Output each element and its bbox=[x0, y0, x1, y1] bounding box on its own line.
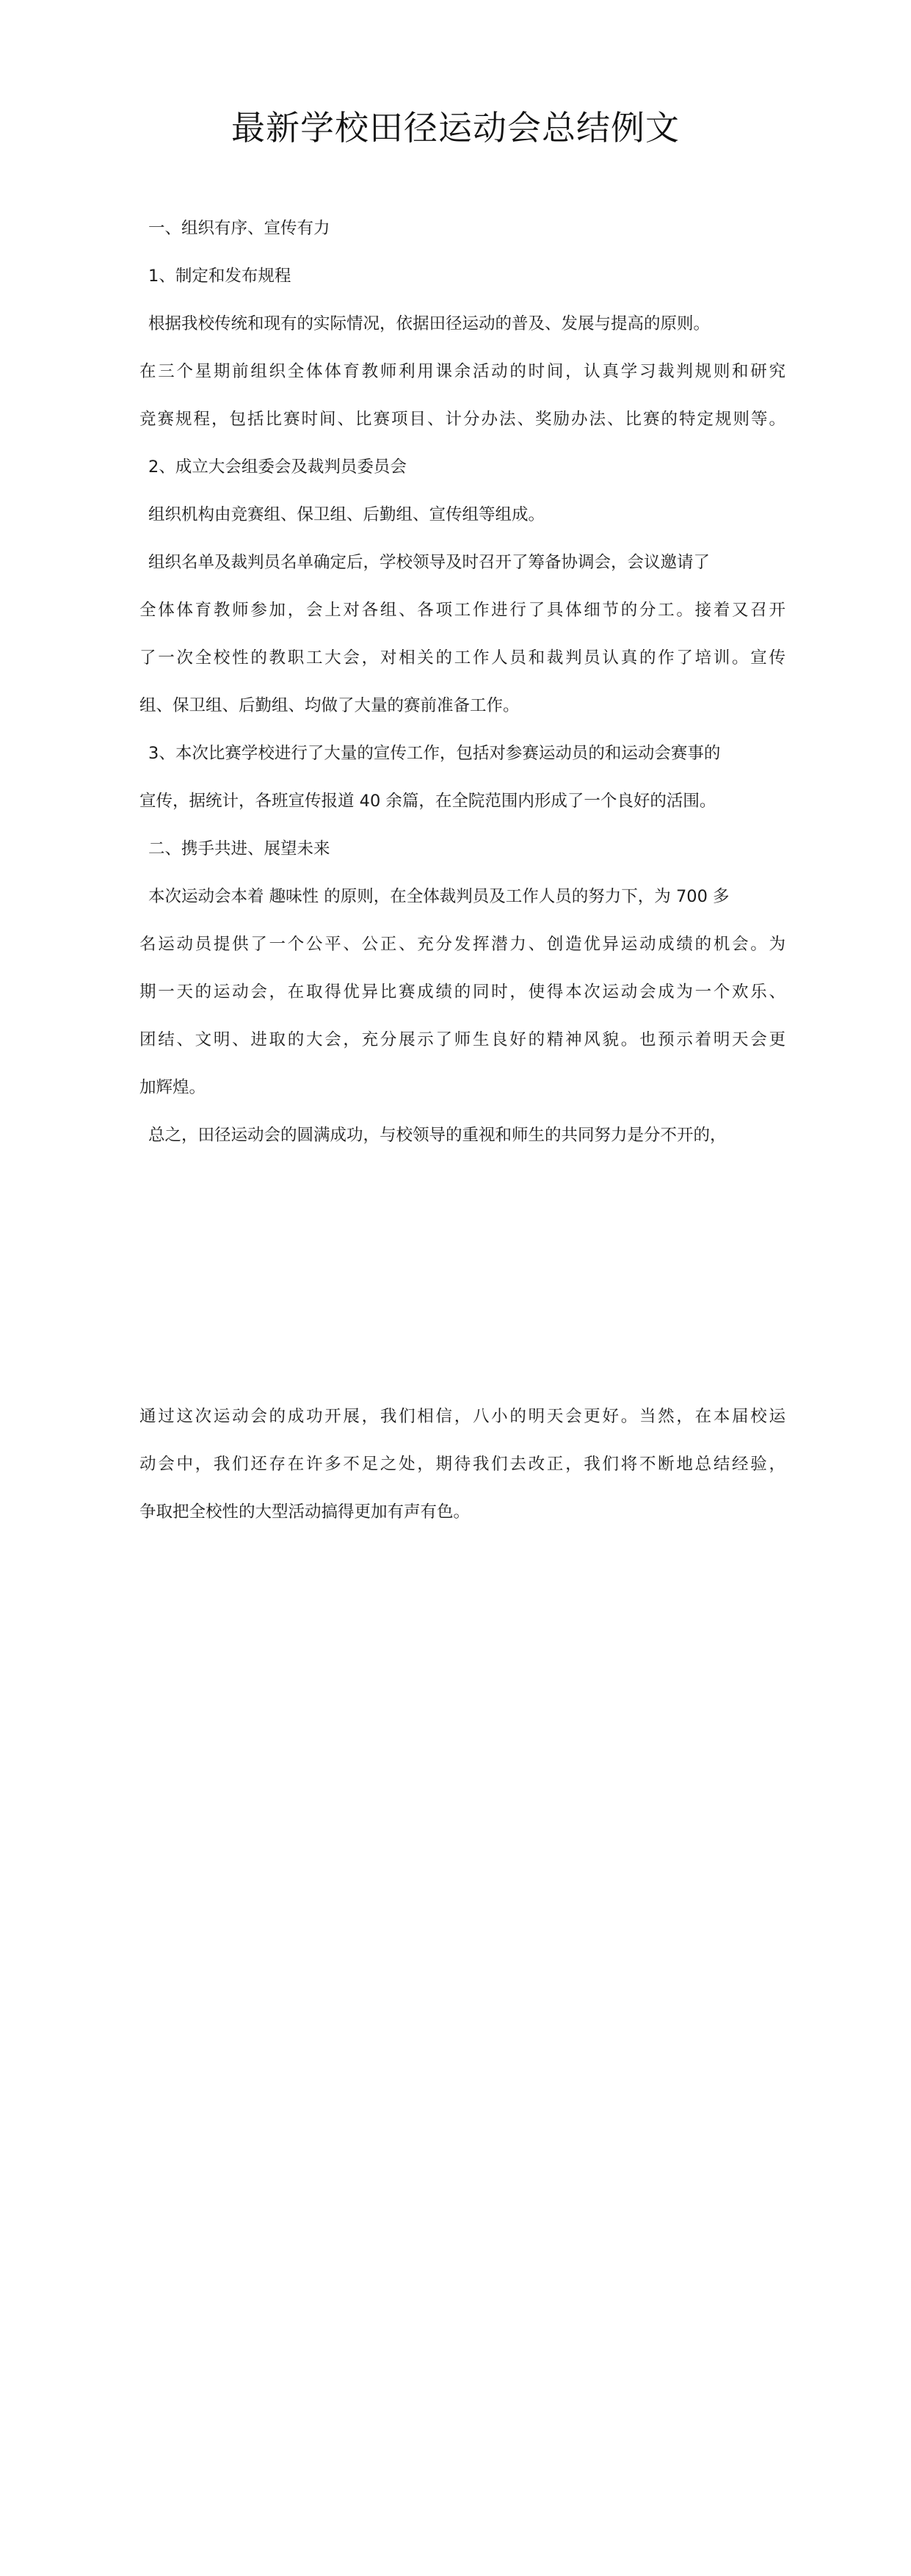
paragraph-line: 宣传，据统计，各班宣传报道 40 余篇，在全院范围内形成了一个良好的活围。 bbox=[139, 792, 716, 811]
paragraph-line: 了一次全校性的教职工大会，对相关的工作人员和裁判员认真的作了培训。宣传 bbox=[139, 648, 785, 667]
section-heading-2: 二、携手共进、展望未来 bbox=[148, 839, 330, 858]
document-title: 最新学校田径运动会总结例文 bbox=[231, 108, 680, 148]
paragraph-line: 组织名单及裁判员名单确定后，学校领导及时召开了筹备协调会，会议邀请了 bbox=[148, 553, 711, 572]
paragraph-line: 根据我校传统和现有的实际情况，依据田径运动的普及、发展与提高的原则。 bbox=[148, 314, 711, 333]
paragraph-line: 团结、文明、进取的大会，充分展示了师生良好的精神风貌。也预示着明天会更 bbox=[139, 1030, 785, 1049]
paragraph-line: 竞赛规程，包括比赛时间、比赛项目、计分办法、奖励办法、比赛的特定规则等。 bbox=[139, 410, 785, 429]
paragraph-line: 组、保卫组、后勤组、均做了大量的赛前准备工作。 bbox=[139, 696, 520, 715]
paragraph-line: 组织机构由竞赛组、保卫组、后勤组、宣传组等组成。 bbox=[148, 505, 545, 524]
paragraph-line: 通过这次运动会的成功开展，我们相信，八小的明天会更好。当然，在本届校运 bbox=[139, 1407, 785, 1426]
paragraph-line: 动会中，我们还存在许多不足之处，期待我们去改正，我们将不断地总结经验， bbox=[139, 1455, 785, 1474]
paragraph-line: 全体体育教师参加，会上对各组、各项工作进行了具体细节的分工。接着又召开 bbox=[139, 601, 785, 620]
paragraph-line: 期一天的运动会，在取得优异比赛成绩的同时，使得本次运动会成为一个欢乐、 bbox=[139, 983, 785, 1002]
paragraph-line: 加辉煌。 bbox=[139, 1078, 206, 1097]
subheading-1: 1、制定和发布规程 bbox=[148, 267, 291, 286]
section-heading-1: 一、组织有序、宣传有力 bbox=[148, 219, 330, 238]
paragraph-line: 名运动员提供了一个公平、公正、充分发挥潜力、创造优异运动成绩的机会。为 bbox=[139, 935, 785, 954]
paragraph-line: 争取把全校性的大型活动搞得更加有声有色。 bbox=[139, 1502, 471, 1522]
paragraph-line: 本次运动会本着 趣味性 的原则，在全体裁判员及工作人员的努力下，为 700 多 bbox=[148, 887, 730, 906]
paragraph-line: 总之，田径运动会的圆满成功，与校领导的重视和师生的共同努力是分不开的， bbox=[148, 1126, 727, 1145]
paragraph-line: 在三个星期前组织全体体育教师利用课余活动的时间，认真学习裁判规则和研究 bbox=[139, 362, 785, 381]
paragraph-line: 3、本次比赛学校进行了大量的宣传工作，包括对参赛运动员的和运动会赛事的 bbox=[148, 744, 721, 763]
subheading-2: 2、成立大会组委会及裁判员委员会 bbox=[148, 457, 407, 477]
